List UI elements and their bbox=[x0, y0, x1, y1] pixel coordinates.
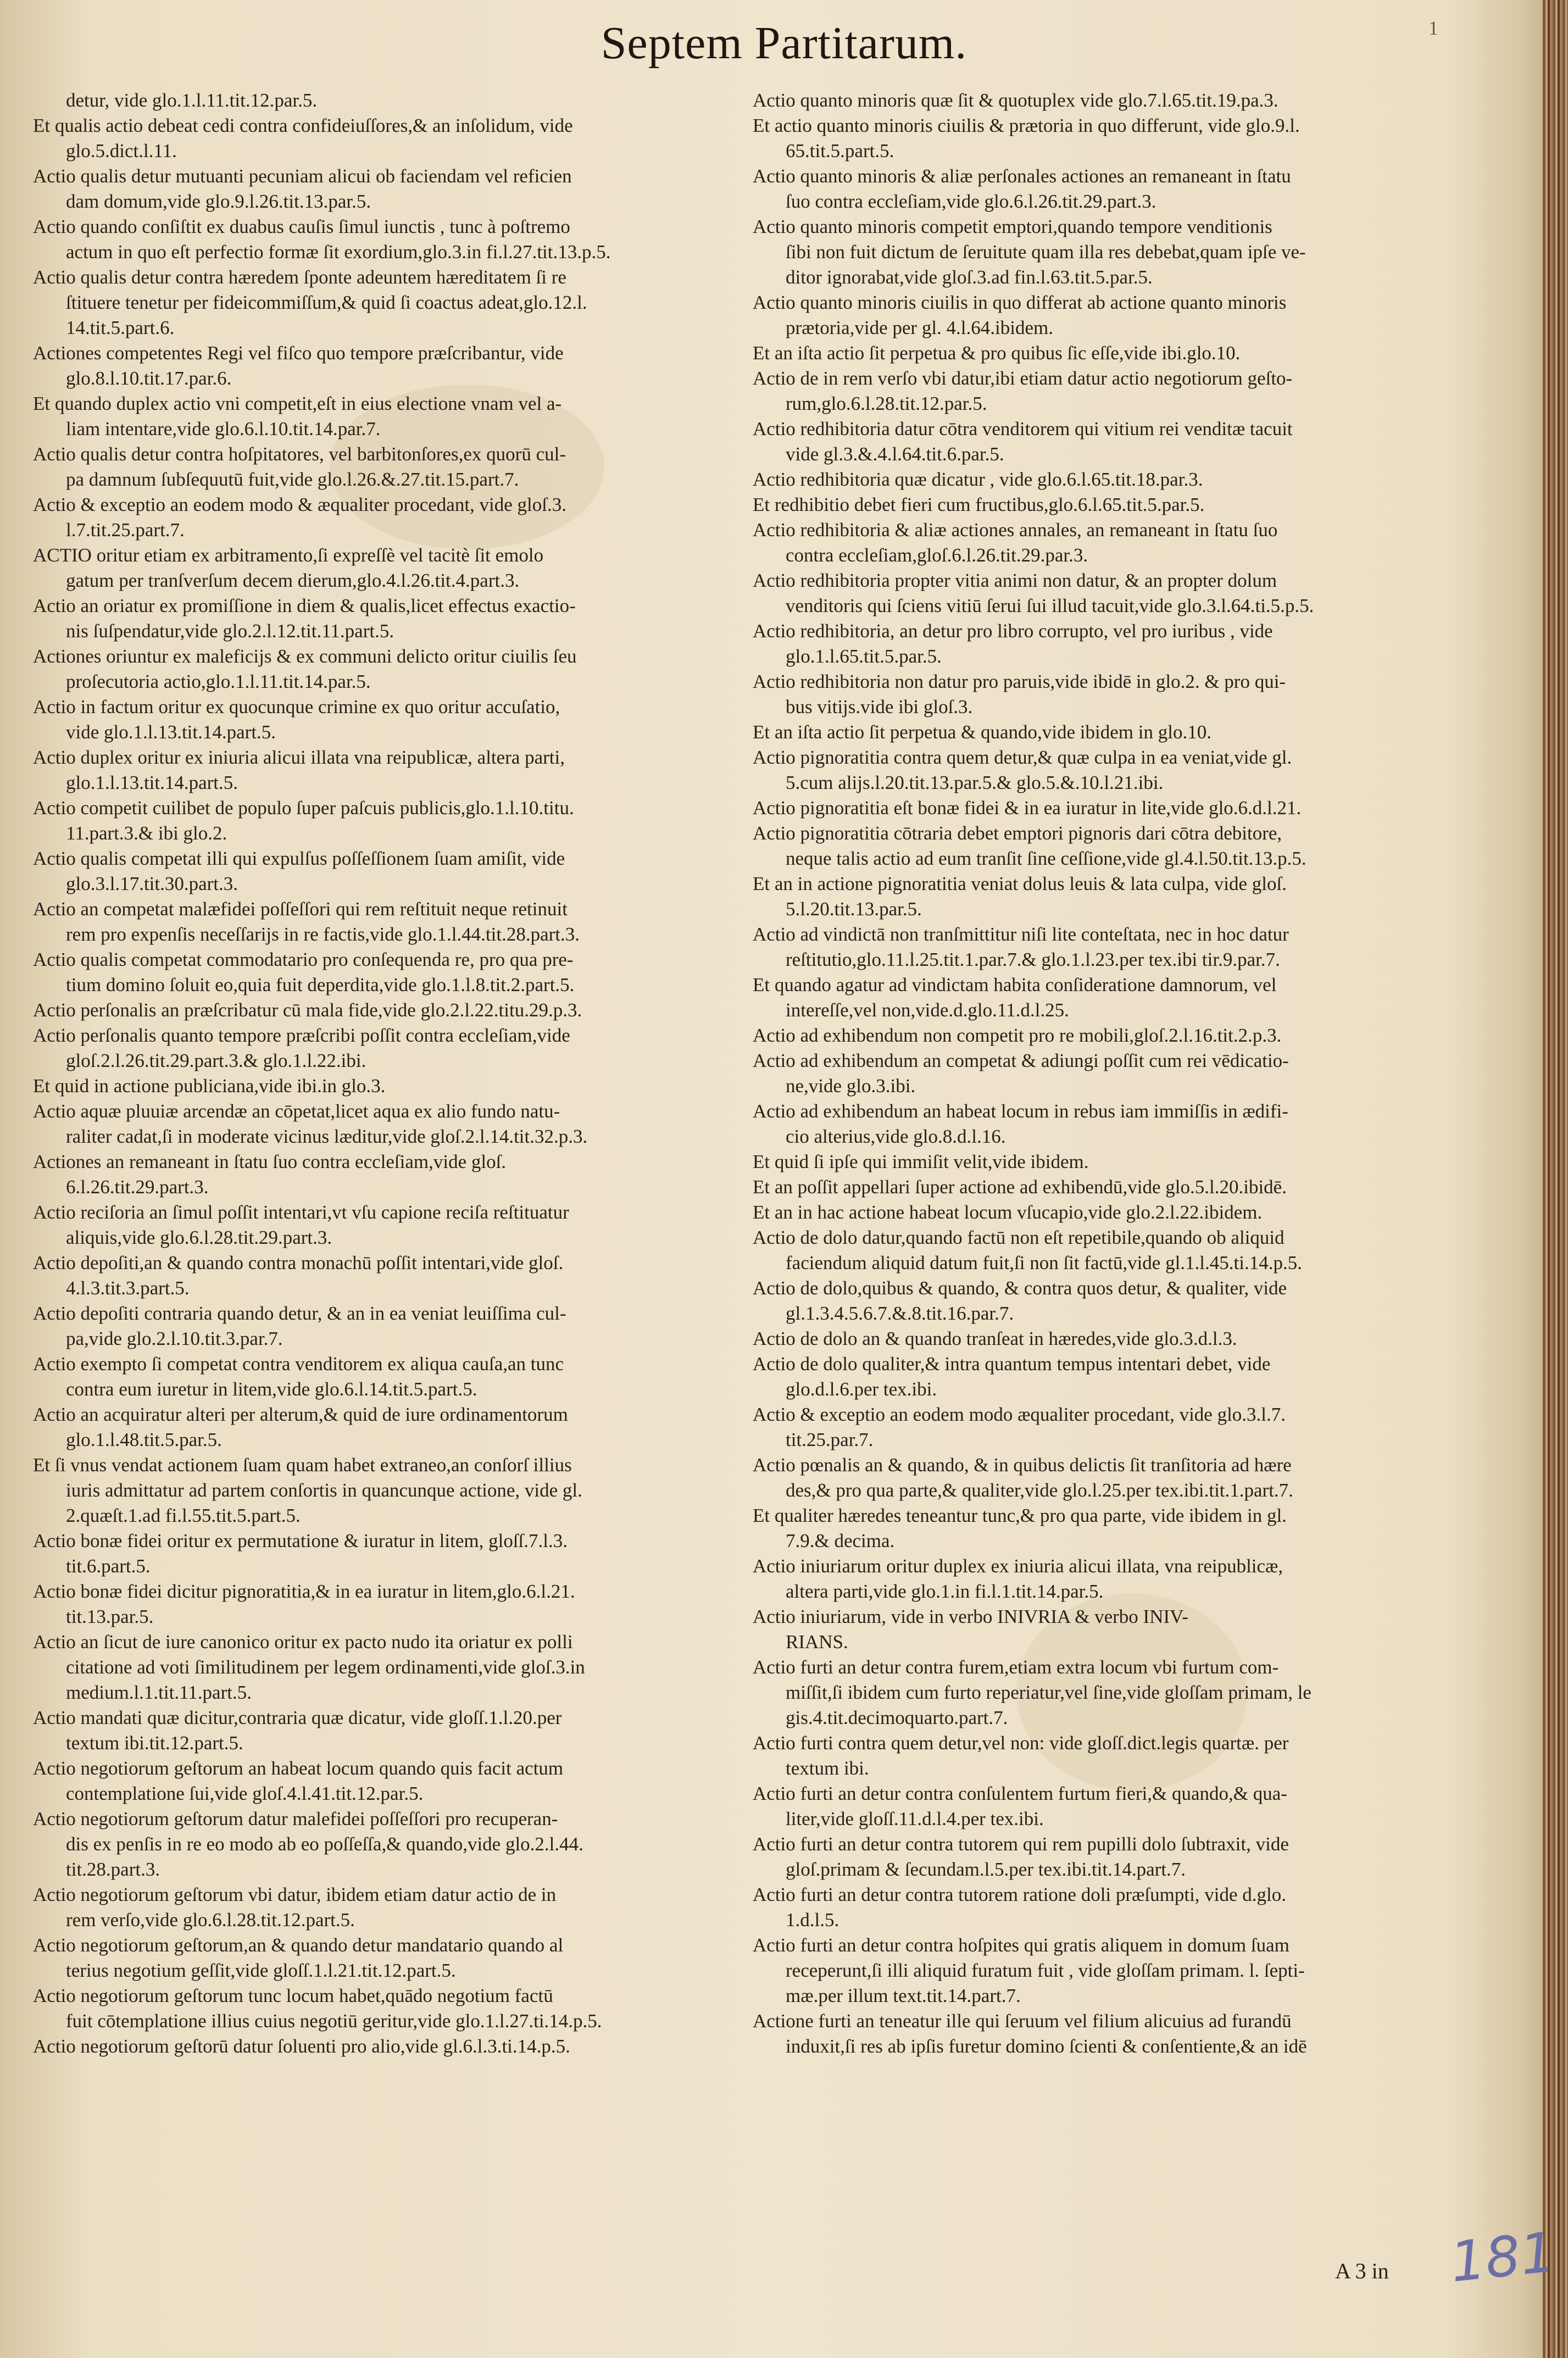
index-line: Et quando agatur ad vindictam habita conſideratione damnorum, vel bbox=[753, 974, 1277, 996]
index-line: Et an in hac actione habeat locum vſucapio,vide glo.2.l.22.ibidem. bbox=[753, 1202, 1263, 1223]
index-line: Et ſi vnus vendat actionem ſuam quam habet extraneo,an conſorſ illius bbox=[33, 1454, 572, 1476]
index-line: Actio redhibitoria propter vitia animi non datur, & an propter dolum bbox=[753, 570, 1277, 591]
index-line: RIANS. bbox=[786, 1631, 848, 1653]
index-line: induxit,ſi res ab ipſis furetur domino ſcienti & conſentiente,& an idē bbox=[786, 2036, 1307, 2057]
index-line: Actio furti an detur contra hoſpites qui gratis aliquem in domum ſuam bbox=[753, 1934, 1289, 1956]
index-line: gl.1.3.4.5.6.7.&.8.tit.16.par.7. bbox=[786, 1303, 1014, 1324]
index-line: liam intentare,vide glo.6.l.10.tit.14.par.7. bbox=[66, 418, 381, 440]
index-line: ſibi non fuit dictum de ſeruitute quam illa res debebat,quam ipſe ve- bbox=[786, 241, 1306, 263]
index-line: Actio aquæ pluuiæ arcendæ an cōpetat,licet aqua ex alio fundo natu- bbox=[33, 1100, 560, 1122]
index-line: 14.tit.5.part.6. bbox=[66, 317, 175, 338]
index-line: Actio qualis competat commodatario pro conſequenda re, pro qua pre- bbox=[33, 949, 574, 970]
index-line: Actio qualis detur mutuanti pecuniam alicui ob faciendam vel reficien bbox=[33, 165, 572, 187]
signature-mark: A 3 in bbox=[1335, 2259, 1389, 2283]
index-line: pa damnum ſubſequutū fuit,vide glo.l.26.&.27.tit.15.part.7. bbox=[66, 469, 519, 490]
index-line: terius negotium geſſit,vide gloſſ.1.l.21.tit.12.part.5. bbox=[66, 1960, 456, 1981]
index-line: tium domino ſoluit eo,quia fuit deperdita,vide glo.1.l.8.tit.2.part.5. bbox=[66, 974, 575, 996]
index-line: tit.13.par.5. bbox=[66, 1606, 154, 1627]
index-line: gloſ.primam & ſecundam.l.5.per tex.ibi.tit.14.part.7. bbox=[786, 1859, 1186, 1880]
index-line: Actio perſonalis an præſcribatur cū mala fide,vide glo.2.l.22.titu.29.p.3. bbox=[33, 999, 582, 1021]
index-line: Actiones an remaneant in ſtatu ſuo contra eccleſiam,vide gloſ. bbox=[33, 1151, 507, 1172]
index-line: fuit cōtemplatione illius cuius negotiū geritur,vide glo.1.l.27.ti.14.p.5. bbox=[66, 2010, 602, 2032]
index-line: Actio ad vindictā non tranſmittitur niſi lite conteſtata, nec in hoc datur bbox=[753, 924, 1289, 945]
index-line: Actio an ſicut de iure canonico oritur ex pacto nudo ita oriatur ex polli bbox=[33, 1631, 573, 1653]
index-line: rem pro expenſis neceſſarijs in re factis,vide glo.1.l.44.tit.28.part.3. bbox=[66, 924, 580, 945]
index-line: Actio quanto minoris competit emptori,quando tempore venditionis bbox=[753, 216, 1272, 237]
index-line: tit.6.part.5. bbox=[66, 1555, 151, 1577]
index-line: Actio negotiorum geſtorum tunc locum habet,quādo negotium factū bbox=[33, 1985, 553, 2006]
index-line: vide gl.3.&.4.l.64.tit.6.par.5. bbox=[786, 443, 1004, 465]
index-line: Actio negotiorum geſtorum datur malefidei poſſeſſori pro recuperan- bbox=[33, 1808, 558, 1829]
index-line: receperunt,ſi illi aliquid furatum fuit , vide gloſſam primam. l. ſepti- bbox=[786, 1960, 1305, 1981]
index-line: altera parti,vide glo.1.in fi.l.1.tit.14.par.5. bbox=[786, 1581, 1104, 1602]
index-line: Actio de dolo an & quando tranſeat in hæredes,vide glo.3.d.l.3. bbox=[753, 1328, 1237, 1349]
index-line: Et an poſſit appellari ſuper actione ad exhibendū,vide glo.5.l.20.ibidē. bbox=[753, 1176, 1287, 1198]
corner-mark: 1 bbox=[1428, 17, 1438, 39]
index-line: Actio & exceptio an eodem modo & æqualiter procedant, vide gloſ.3. bbox=[33, 494, 566, 515]
index-line: actum in quo eſt perfectio formæ ſit exordium,glo.3.in fi.l.27.tit.13.p.5. bbox=[66, 241, 611, 263]
index-line: Actio quanto minoris quæ ſit & quotuplex vide glo.7.l.65.tit.19.pa.3. bbox=[753, 90, 1278, 111]
index-line: 2.quæſt.1.ad fi.l.55.tit.5.part.5. bbox=[66, 1505, 301, 1526]
index-line: Actio perſonalis quanto tempore præſcribi poſſit contra eccleſiam,vide bbox=[33, 1025, 570, 1046]
index-line: 1.d.l.5. bbox=[786, 1909, 839, 1931]
index-line: Actio pignoratitia contra quem detur,& quæ culpa in ea veniat,vide gl. bbox=[753, 747, 1292, 768]
index-line: Actio bonæ fidei oritur ex permutatione & iuratur in litem, gloſſ.7.l.3. bbox=[33, 1530, 568, 1551]
index-line: Actio competit cuilibet de populo ſuper paſcuis publicis,glo.1.l.10.titu. bbox=[33, 797, 574, 819]
index-line: Actio ad exhibendum non competit pro re mobili,gloſ.2.l.16.tit.2.p.3. bbox=[753, 1025, 1282, 1046]
index-line: Actio redhibitoria non datur pro paruis,vide ibidē in glo.2. & pro qui- bbox=[753, 671, 1286, 692]
right-column bbox=[753, 88, 1461, 2059]
index-line: Actio negotiorum geſtorū datur ſoluenti pro alio,vide gl.6.l.3.ti.14.p.5. bbox=[33, 2036, 570, 2057]
index-line: vide glo.1.l.13.tit.14.part.5. bbox=[66, 721, 276, 743]
index-line: Actio qualis competat illi qui expulſus poſſeſſionem ſuam amiſit, vide bbox=[33, 848, 565, 869]
index-line: Actio duplex oritur ex iniuria alicui illata vna reipublicæ, altera parti, bbox=[33, 747, 565, 768]
index-line: nis ſuſpendatur,vide glo.2.l.12.tit.11.part.5. bbox=[66, 620, 394, 642]
index-line: Actio negotiorum geſtorum,an & quando detur mandatario quando al bbox=[33, 1934, 564, 1956]
index-line: Actio in factum oritur ex quocunque crimine ex quo oritur accuſatio, bbox=[33, 696, 560, 718]
index-line: Actio an oriatur ex promiſſione in diem & qualis,licet effectus exactio- bbox=[33, 595, 576, 616]
index-line: Actio pignoratitia cōtraria debet emptori pignoris dari cōtra debitore, bbox=[753, 822, 1282, 844]
index-line: faciendum aliquid datum fuit,ſi non ſit factū,vide gl.1.l.45.ti.14.p.5. bbox=[786, 1252, 1302, 1273]
index-line: Actio redhibitoria, an detur pro libro corrupto, vel pro iuribus , vide bbox=[753, 620, 1273, 642]
index-line: Actio pœnalis an & quando, & in quibus delictis ſit tranſitoria ad hære bbox=[753, 1454, 1292, 1476]
handwritten-folio-number: 181 bbox=[1447, 2220, 1559, 2295]
index-line: glo.1.l.13.tit.14.part.5. bbox=[66, 772, 238, 793]
index-line: Et actio quanto minoris ciuilis & prætoria in quo differunt, vide glo.9.l. bbox=[753, 115, 1300, 136]
index-line: Actio pignoratitia eſt bonæ fidei & in ea iuratur in lite,vide glo.6.d.l.21. bbox=[753, 797, 1302, 819]
index-line: Actio mandati quæ dicitur,contraria quæ dicatur, vide gloſſ.1.l.20.per bbox=[33, 1707, 562, 1728]
index-line: ditor ignorabat,vide gloſ.3.ad fin.l.63.tit.5.par.5. bbox=[786, 266, 1153, 288]
index-line: Actio iniuriarum, vide in verbo INIVRIA & verbo INIV- bbox=[753, 1606, 1188, 1627]
index-line: Actio negotiorum geſtorum an habeat locum quando quis facit actum bbox=[33, 1758, 564, 1779]
index-line: Actio reciſoria an ſimul poſſit intentari,vt vſu capione reciſa reſtituatur bbox=[33, 1202, 569, 1223]
index-line: 4.l.3.tit.3.part.5. bbox=[66, 1277, 190, 1299]
index-line: glo.5.dict.l.11. bbox=[66, 140, 177, 162]
index-line: contra eum iuretur in litem,vide glo.6.l.14.tit.5.part.5. bbox=[66, 1378, 477, 1400]
index-line: 5.l.20.tit.13.par.5. bbox=[786, 898, 922, 920]
index-line: miſſit,ſi ibidem cum furto reperiatur,vel ſine,vide gloſſam primam, le bbox=[786, 1682, 1311, 1703]
index-line: Actio ad exhibendum an competat & adiungi poſſit cum rei vēdicatio- bbox=[753, 1050, 1289, 1071]
index-line: Et an in actione pignoratitia veniat dolus leuis & lata culpa, vide gloſ. bbox=[753, 873, 1287, 894]
index-line: Actio bonæ fidei dicitur pignoratitia,& in ea iuratur in litem,glo.6.l.21. bbox=[33, 1581, 575, 1602]
index-line: Et quid ſi ipſe qui immiſit velit,vide ibidem. bbox=[753, 1151, 1089, 1172]
index-line: Actio depoſiti contraria quando detur, & an in ea veniat leuiſſima cul- bbox=[33, 1303, 566, 1324]
index-line: detur, vide glo.1.l.11.tit.12.par.5. bbox=[66, 90, 318, 111]
index-line: Actio furti an detur contra tutorem qui rem pupilli dolo ſubtraxit, vide bbox=[753, 1833, 1289, 1855]
index-line: venditoris qui ſciens vitiū ſerui ſui illud tacuit,vide glo.3.l.64.ti.5.p.5. bbox=[786, 595, 1314, 616]
index-line: glo.d.l.6.per tex.ibi. bbox=[786, 1378, 937, 1400]
index-line: 11.part.3.& ibi glo.2. bbox=[66, 822, 227, 844]
index-line: 65.tit.5.part.5. bbox=[786, 140, 894, 162]
index-line: Actio an acquiratur alteri per alterum,& quid de iure ordinamentorum bbox=[33, 1404, 568, 1425]
index-line: Actio negotiorum geſtorum vbi datur, ibidem etiam datur actio de in bbox=[33, 1884, 557, 1905]
index-line: bus vitijs.vide ibi gloſ.3. bbox=[786, 696, 973, 718]
index-line: Actio furti an detur contra furem,etiam extra locum vbi furtum com- bbox=[753, 1656, 1279, 1678]
index-line: Et redhibitio debet fieri cum fructibus,glo.6.l.65.tit.5.par.5. bbox=[753, 494, 1205, 515]
index-line: Actio redhibitoria datur cōtra venditorem qui vitium rei venditæ tacuit bbox=[753, 418, 1293, 440]
index-line: rum,glo.6.l.28.tit.12.par.5. bbox=[786, 393, 987, 414]
index-line: medium.l.1.tit.11.part.5. bbox=[66, 1682, 252, 1703]
index-line: ACTIO oritur etiam ex arbitramento,ſi expreſſè vel tacitè ſit emolo bbox=[33, 544, 544, 566]
index-line: Actio furti contra quem detur,vel non: vide gloſſ.dict.legis quartæ. per bbox=[753, 1732, 1289, 1754]
index-line: neque talis actio ad eum tranſit ſine ceſſione,vide gl.4.l.50.tit.13.p.5. bbox=[786, 848, 1306, 869]
index-line: citatione ad voti ſimilitudinem per legem ordinamenti,vide gloſ.3.in bbox=[66, 1656, 585, 1678]
index-line: Actio de in rem verſo vbi datur,ibi etiam datur actio negotiorum geſto- bbox=[753, 368, 1293, 389]
index-line: l.7.tit.25.part.7. bbox=[66, 519, 185, 541]
index-line: gatum per tranſverſum decem dierum,glo.4.l.26.tit.4.part.3. bbox=[66, 570, 520, 591]
index-line: Actio furti an detur contra tutorem ratione doli præſumpti, vide d.glo. bbox=[753, 1884, 1287, 1905]
index-line: liter,vide gloſſ.11.d.l.4.per tex.ibi. bbox=[786, 1808, 1044, 1829]
index-line: contra eccleſiam,gloſ.6.l.26.tit.29.par.3. bbox=[786, 544, 1088, 566]
index-line: glo.1.l.65.tit.5.par.5. bbox=[786, 646, 942, 667]
index-line: Actio redhibitoria quæ dicatur , vide glo.6.l.65.tit.18.par.3. bbox=[753, 469, 1203, 490]
index-line: gis.4.tit.decimoquarto.part.7. bbox=[786, 1707, 1008, 1728]
index-line: Actio quanto minoris & aliæ perſonales actiones an remaneant in ſtatu bbox=[753, 165, 1291, 187]
index-line: Et an iſta actio ſit perpetua & quando,vide ibidem in glo.10. bbox=[753, 721, 1211, 743]
index-line: Actio exempto ſi competat contra venditorem ex aliqua cauſa,an tunc bbox=[33, 1353, 564, 1375]
index-line: Et an iſta actio ſit perpetua & pro quibus ſic eſſe,vide ibi.glo.10. bbox=[753, 342, 1241, 364]
index-line: Actio & exceptio an eodem modo æqualiter procedant, vide glo.3.l.7. bbox=[753, 1404, 1286, 1425]
index-line: proſecutoria actio,glo.1.l.11.tit.14.par.5. bbox=[66, 671, 371, 692]
index-line: glo.1.l.48.tit.5.par.5. bbox=[66, 1429, 222, 1450]
index-line: ne,vide glo.3.ibi. bbox=[786, 1075, 916, 1097]
index-line: aliquis,vide glo.6.l.28.tit.29.part.3. bbox=[66, 1227, 332, 1248]
index-line: pa,vide glo.2.l.10.tit.3.par.7. bbox=[66, 1328, 283, 1349]
index-line: Actio quanto minoris ciuilis in quo differat ab actione quanto minoris bbox=[753, 292, 1287, 313]
index-line: gloſ.2.l.26.tit.29.part.3.& glo.1.l.22.ibi. bbox=[66, 1050, 366, 1071]
left-column bbox=[33, 88, 742, 2059]
index-line: 6.l.26.tit.29.part.3. bbox=[66, 1176, 209, 1198]
index-line: Actio iniuriarum oritur duplex ex iniuria alicui illata, vna reipublicæ, bbox=[753, 1555, 1283, 1577]
index-line: Actio an competat malæfidei poſſeſſori qui rem reſtituit neque retinuit bbox=[33, 898, 568, 920]
index-line: glo.3.l.17.tit.30.part.3. bbox=[66, 873, 238, 894]
index-line: textum ibi.tit.12.part.5. bbox=[66, 1732, 243, 1754]
index-line: tit.25.par.7. bbox=[786, 1429, 874, 1450]
index-line: dis ex penſis in re eo modo ab eo poſſeſſa,& quando,vide glo.2.l.44. bbox=[66, 1833, 583, 1855]
index-line: tit.28.part.3. bbox=[66, 1859, 160, 1880]
index-line: contemplatione ſui,vide gloſ.4.l.41.tit.12.par.5. bbox=[66, 1783, 424, 1804]
index-line: Actio de dolo datur,quando factū non eſt repetibile,quando ob aliquid bbox=[753, 1227, 1285, 1248]
index-line: Actio qualis detur contra hoſpitatores, vel barbitonſores,ex quorū cul- bbox=[33, 443, 566, 465]
index-line: Actio de dolo,quibus & quando, & contra quos detur, & qualiter, vide bbox=[753, 1277, 1287, 1299]
index-line: 7.9.& decima. bbox=[786, 1530, 895, 1551]
index-line: Actione furti an teneatur ille qui ſeruum vel filium alicuius ad furandū bbox=[753, 2010, 1292, 2032]
index-line: raliter cadat,ſi in moderate vicinus læditur,vide gloſ.2.l.14.tit.32.p.3. bbox=[66, 1126, 588, 1147]
index-line: iuris admittatur ad partem conſortis in quancunque actione, vide gl. bbox=[66, 1480, 582, 1501]
index-line: Et qualiter hæredes teneantur tunc,& pro qua parte, vide ibidem in gl. bbox=[753, 1505, 1287, 1526]
index-line: des,& pro qua parte,& qualiter,vide glo.l.25.per tex.ibi.tit.1.part.7. bbox=[786, 1480, 1293, 1501]
index-line: Actio redhibitoria & aliæ actiones annales, an remaneant in ſtatu ſuo bbox=[753, 519, 1278, 541]
index-line: rem verſo,vide glo.6.l.28.tit.12.part.5. bbox=[66, 1909, 355, 1931]
index-line: reſtitutio,glo.11.l.25.tit.1.par.7.& glo.1.l.23.per tex.ibi tir.9.par.7. bbox=[786, 949, 1280, 970]
index-line: intereſſe,vel non,vide.d.glo.11.d.l.25. bbox=[786, 999, 1069, 1021]
index-line: Et qualis actio debeat cedi contra confideiuſſores,& an inſolidum, vide bbox=[33, 115, 573, 136]
index-line: prætoria,vide per gl. 4.l.64.ibidem. bbox=[786, 317, 1053, 338]
index-line: dam domum,vide glo.9.l.26.tit.13.par.5. bbox=[66, 191, 371, 212]
index-line: Et quando duplex actio vni competit,eſt in eius electione vnam vel a- bbox=[33, 393, 562, 414]
index-line: 5.cum alijs.l.20.tit.13.par.5.& glo.5.&.10.l.21.ibi. bbox=[786, 772, 1164, 793]
index-line: Actio furti an detur contra conſulentem furtum fieri,& quando,& qua- bbox=[753, 1783, 1287, 1804]
book-binding-edge bbox=[1543, 0, 1568, 2358]
index-line: cio alterius,vide glo.8.d.l.16. bbox=[786, 1126, 1006, 1147]
index-line: mæ.per illum text.tit.14.part.7. bbox=[786, 1985, 1021, 2006]
index-line: Actio quando conſiſtit ex duabus cauſis ſimul iunctis , tunc à poſtremo bbox=[33, 216, 570, 237]
index-line: Actiones oriuntur ex maleficijs & ex communi delicto oritur ciuilis ſeu bbox=[33, 646, 577, 667]
index-line: ſtituere tenetur per fideicommiſſum,& quid ſi coactus adeat,glo.12.l. bbox=[66, 292, 587, 313]
running-header: Septem Partitarum. bbox=[600, 18, 968, 69]
index-line: glo.8.l.10.tit.17.par.6. bbox=[66, 368, 232, 389]
index-line: Actio depoſiti,an & quando contra monachū poſſit intentari,vide gloſ. bbox=[33, 1252, 564, 1273]
index-line: ſuo contra eccleſiam,vide glo.6.l.26.tit.29.part.3. bbox=[786, 191, 1156, 212]
index-line: Actio ad exhibendum an habeat locum in rebus iam immiſſis in ædifi- bbox=[753, 1100, 1288, 1122]
index-line: textum ibi. bbox=[786, 1758, 869, 1779]
index-line: Et quid in actione publiciana,vide ibi.in glo.3. bbox=[33, 1075, 386, 1097]
index-line: Actiones competentes Regi vel fiſco quo tempore præſcribantur, vide bbox=[33, 342, 564, 364]
index-line: Actio qualis detur contra hæredem ſponte adeuntem hæreditatem ſi re bbox=[33, 266, 566, 288]
index-line: Actio de dolo qualiter,& intra quantum tempus intentari debet, vide bbox=[753, 1353, 1271, 1375]
